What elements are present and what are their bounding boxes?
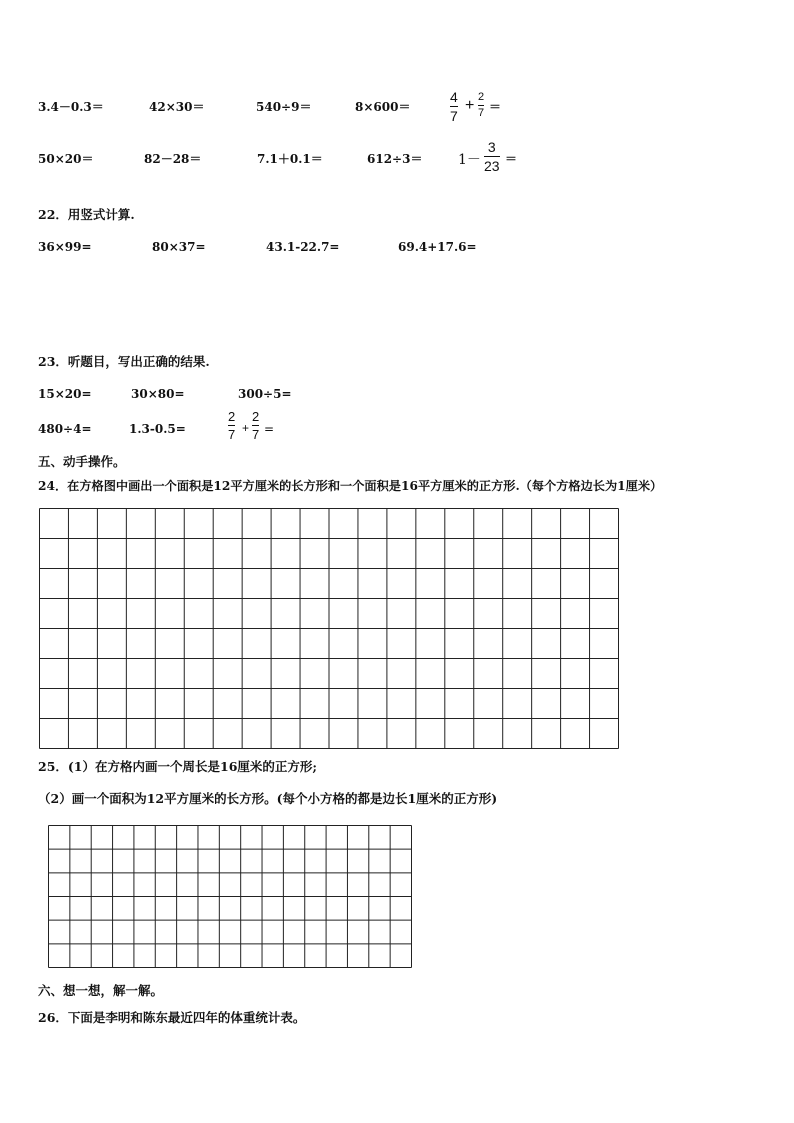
- calc-item: 480÷4=: [38, 422, 92, 436]
- question-22-title: 22．用竖式计算.: [38, 207, 135, 222]
- question-26-title: 26．下面是李明和陈东最近四年的体重统计表。: [38, 1010, 306, 1025]
- calc-item: 1.3-0.5=: [129, 422, 186, 436]
- section-heading: 五、动手操作。: [38, 454, 126, 469]
- calc-item: 82－28＝: [144, 152, 202, 166]
- fraction: 2 7: [478, 91, 485, 119]
- question-23-title: 23．听题目，写出正确的结果.: [38, 354, 210, 369]
- fraction: 3 23: [484, 139, 500, 174]
- plus-sign: +: [242, 421, 250, 435]
- equals-sign: ＝: [505, 152, 518, 166]
- calc-item: 3.4－0.3＝: [38, 100, 104, 114]
- fraction: 2 7: [228, 409, 236, 442]
- calc-item: 80×37=: [152, 240, 206, 254]
- fraction: 4 7: [450, 89, 458, 124]
- calc-item: 36×99=: [38, 240, 92, 254]
- calc-item: 612÷3＝: [367, 152, 423, 166]
- calc-item: 42×30＝: [149, 100, 205, 114]
- calc-item: 15×20=: [38, 387, 92, 401]
- calc-item: 30×80=: [131, 387, 185, 401]
- question-25-line1: 25．(1）在方格内画一个周长是16厘米的正方形;: [38, 759, 318, 774]
- plus-sign: +: [465, 97, 475, 114]
- fraction: 2 7: [252, 409, 260, 442]
- calc-item: 300÷5=: [238, 387, 292, 401]
- whole-number: 1－: [458, 152, 481, 168]
- question-24-title: 24．在方格图中画出一个面积是12平方厘米的长方形和一个面积是16平方厘米的正方形.（每个方格边长为1厘米）: [38, 479, 663, 493]
- question-25-line2: （2）画一个面积为12平方厘米的长方形。(每个小方格的都是边长1厘米的正方形): [38, 791, 498, 806]
- calc-item: 7.1＋0.1＝: [257, 152, 323, 166]
- calc-item: 69.4+17.6=: [398, 240, 477, 254]
- section-heading: 六、想一想，解一解。: [38, 983, 164, 998]
- calc-item: 43.1-22.7=: [266, 240, 340, 254]
- drawing-grid-24[interactable]: [39, 508, 619, 749]
- equals-sign: =: [264, 422, 275, 436]
- drawing-grid-25[interactable]: [48, 825, 412, 968]
- equals-sign: ＝: [489, 100, 502, 114]
- calc-item: 8×600＝: [355, 100, 411, 114]
- calc-item: 540÷9＝: [256, 100, 312, 114]
- calc-item: 50×20＝: [38, 152, 94, 166]
